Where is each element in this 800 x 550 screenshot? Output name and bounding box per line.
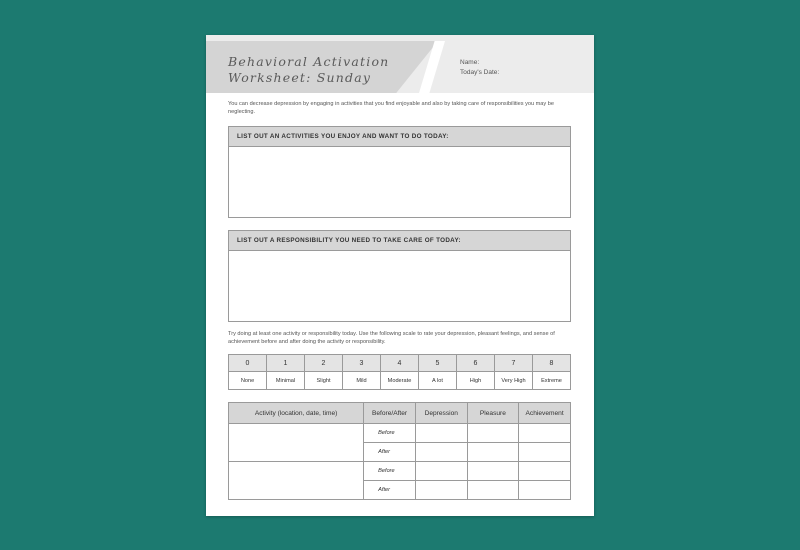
achievement-cell[interactable] xyxy=(519,443,571,462)
scale-label: None xyxy=(229,372,267,390)
intro-text: You can decrease depression by engaging in activities that you find enjoyable and also by taking care of responsibilities you may be neglecting. xyxy=(228,101,554,115)
depression-cell[interactable] xyxy=(415,443,467,462)
before-label: Before xyxy=(364,424,416,443)
activities-box xyxy=(228,126,571,218)
activity-cell[interactable] xyxy=(229,424,364,462)
activities-field[interactable] xyxy=(229,147,570,217)
responsibility-field[interactable] xyxy=(229,251,570,321)
depression-cell[interactable] xyxy=(415,462,467,481)
col-header-achievement: Achievement xyxy=(519,403,571,424)
title-line-1: Behavioral Activation xyxy=(228,54,390,69)
table-row xyxy=(229,462,571,481)
scale-label: High xyxy=(457,372,495,390)
achievement-cell[interactable] xyxy=(519,462,571,481)
pleasure-cell[interactable] xyxy=(467,424,519,443)
responsibility-box xyxy=(228,230,571,322)
depression-cell[interactable] xyxy=(415,481,467,500)
scale-number: 5 xyxy=(419,355,457,372)
before-label: Before xyxy=(364,462,416,481)
scale-label: Mild xyxy=(343,372,381,390)
achievement-cell[interactable] xyxy=(519,481,571,500)
col-header-before-after: Before/After xyxy=(364,403,416,424)
table-row xyxy=(229,424,571,443)
scale-number: 8 xyxy=(533,355,571,372)
scale-number: 0 xyxy=(229,355,267,372)
scale-number: 3 xyxy=(343,355,381,372)
scale-number: 1 xyxy=(267,355,305,372)
after-label: After xyxy=(364,481,416,500)
pleasure-cell[interactable] xyxy=(467,462,519,481)
achievement-cell[interactable] xyxy=(519,424,571,443)
depression-cell[interactable] xyxy=(415,424,467,443)
responsibility-box-header: LIST OUT A RESPONSIBILITY YOU NEED TO TAKE CARE OF TODAY: xyxy=(229,231,570,251)
activity-cell[interactable] xyxy=(229,462,364,500)
scale-instructions: Try doing at least one activity or responsibility today. Use the following scale to rate your depression, pleasant feelings, and sense of achievement before and after doing the activity or responsibility. xyxy=(228,331,555,345)
name-label: Name: xyxy=(460,59,480,66)
scale-label: Moderate xyxy=(381,372,419,390)
title-line-2: Worksheet: Sunday xyxy=(228,70,372,85)
scale-number: 6 xyxy=(457,355,495,372)
date-label: Today's Date: xyxy=(460,69,500,76)
scale-number: 2 xyxy=(305,355,343,372)
activity-rating-table xyxy=(228,402,571,500)
after-label: After xyxy=(364,443,416,462)
pleasure-cell[interactable] xyxy=(467,481,519,500)
rating-scale-table xyxy=(228,354,571,390)
worksheet-page xyxy=(206,35,594,516)
scale-number: 7 xyxy=(495,355,533,372)
scale-label: Slight xyxy=(305,372,343,390)
scale-number: 4 xyxy=(381,355,419,372)
col-header-activity: Activity (location, date, time) xyxy=(229,403,364,424)
scale-label: Extreme xyxy=(533,372,571,390)
col-header-depression: Depression xyxy=(415,403,467,424)
pleasure-cell[interactable] xyxy=(467,443,519,462)
activities-box-header: LIST OUT AN ACTIVITIES YOU ENJOY AND WANT TO DO TODAY: xyxy=(229,127,570,147)
col-header-pleasure: Pleasure xyxy=(467,403,519,424)
scale-label: Very High xyxy=(495,372,533,390)
scale-label: Minimal xyxy=(267,372,305,390)
scale-label: A lot xyxy=(419,372,457,390)
